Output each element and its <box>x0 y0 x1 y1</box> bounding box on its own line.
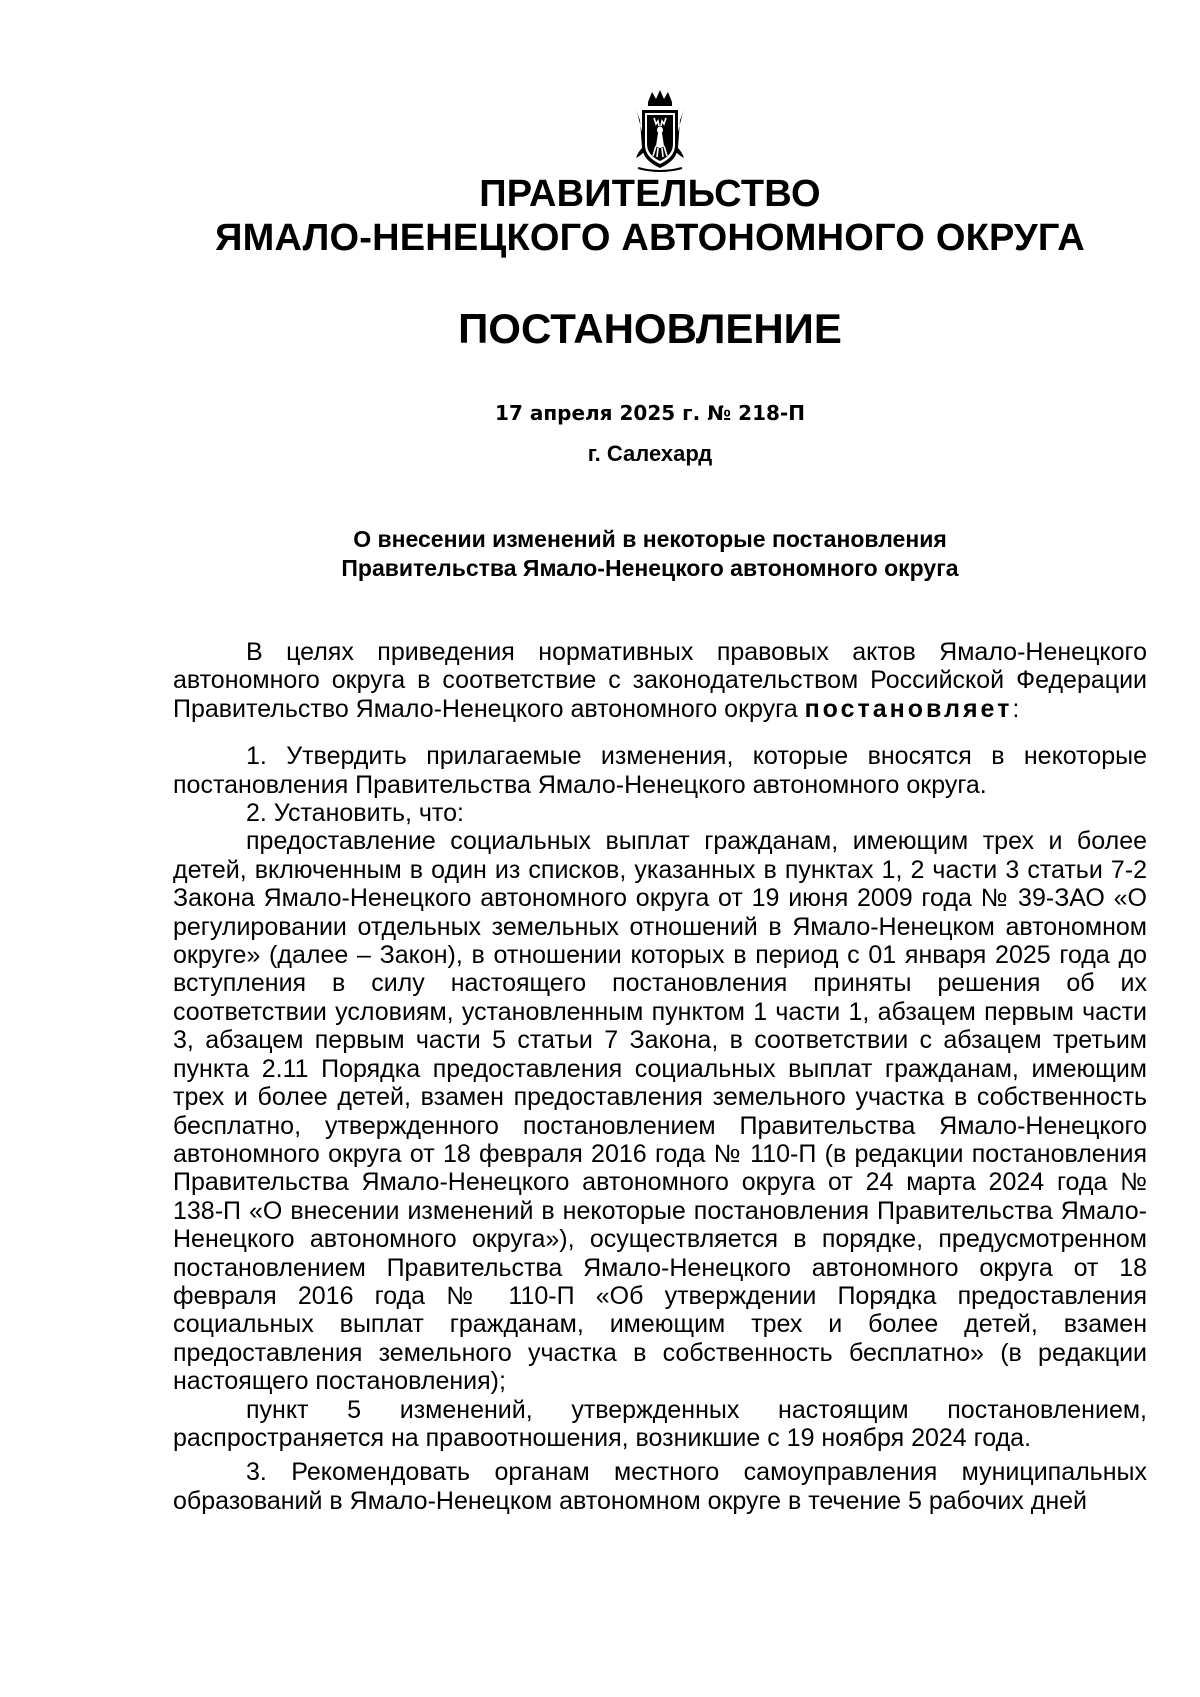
clause-2-paragraph: предоставление социальных выплат гражданам, имеющим трех и более детей, включенным в один из списков, указанных в пунктах 1, 2 части 3 статьи 7-2 Закона Ямало-Ненецкого автономного округа от 19 июня 2009 года № 39-ЗАО «О регулировании отдельных земельных отношений в Ямало-Ненецком автономном округе» (далее – Закон), в отношении которых в период с 01 января 2025 года до вступления в силу настоящего постановления приняты решения об их соответствии условиям, установленным пунктом 1 части 1, абзацем первым части 3, абзацем первым части 5 статьи 7 Закона, в соответствии с абзацем третьим пункта 2.11 Порядка предоставления социальных выплат гражданам, имеющим трех и более детей, взамен предоставления земельного участка в собственность бесплатно, утвержденного постановлением Правительства Ямало-Ненецкого автономного округа от 18 февраля 2016 года № 110-П (в редакции постановления Правительства Ямало-Ненецкого автономного округа от 24 марта 2024 года № 138-П «О внесении изменений в некоторые постановления Правительства Ямало-Ненецкого автономного округа»), осуществляется в порядке, предусмотренном постановлением Правительства Ямало-Ненецкого автономного округа от 18 февраля 2016 года № 110-П «Об утверждении Порядка предоставления социальных выплат гражданам, имеющим трех и более детей, взамен предоставления земельного участка в собственность бесплатно» (в редакции настоящего постановления); <box>173 827 1147 1396</box>
preamble <box>173 638 1147 723</box>
document-subject <box>0 525 1200 583</box>
clause-1: 1. Утвердить прилагаемые изменения, которые вносятся в некоторые постановления Правительства Ямало-Ненецкого автономного округа. <box>173 742 1147 799</box>
document-body <box>173 638 1147 1515</box>
preamble-colon: : <box>1012 694 1020 723</box>
clause-2-paragraph: пункт 5 изменений, утвержденных настоящим постановлением, распространяется на правоотношения, возникшие с 19 ноября 2024 года. <box>173 1395 1147 1452</box>
clause-3: 3. Рекомендовать органам местного самоуправления муниципальных образований в Ямало-Ненецком автономном округе в течение 5 рабочих дней <box>173 1458 1147 1515</box>
date-and-number: 17 апреля 2025 г. № 218-П <box>495 401 805 425</box>
subject-line: Правительства Ямало-Ненецкого автономного округа <box>341 555 959 581</box>
subject-line: О внесении изменений в некоторые постановления <box>353 526 947 552</box>
region-title: ЯМАЛО-НЕНЕЦКОГО АВТОНОМНОГО ОКРУГА <box>215 217 1085 259</box>
clause-2: 2. Установить, что: <box>246 799 464 828</box>
yamal-nenets-coat-of-arms-icon <box>634 88 686 174</box>
preamble-text: В целях приведения нормативных правовых актов Ямало-Ненецкого автономного округа в соответствие с законодательством Российской Федерации Правительство Ямало-Ненецкого автономного округа <box>173 638 1147 723</box>
preamble-verb: постановляет <box>804 694 1013 723</box>
government-title: ПРАВИТЕЛЬСТВО <box>479 173 821 215</box>
document-type: ПОСТАНОВЛЕНИЕ <box>458 305 842 352</box>
city: г. Салехард <box>587 441 713 466</box>
